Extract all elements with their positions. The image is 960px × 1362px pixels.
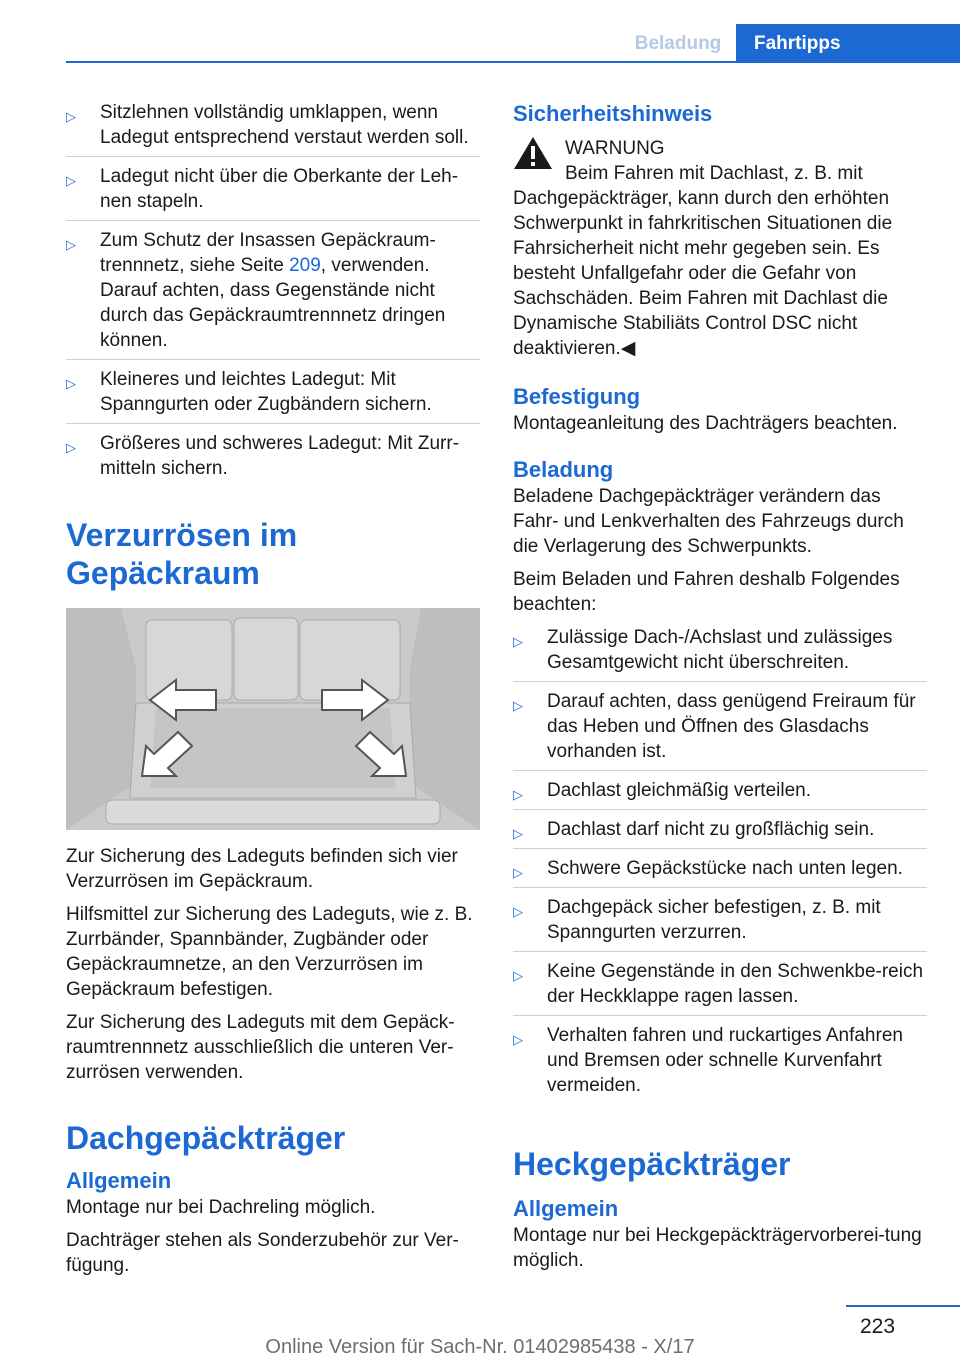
list-item: ▷ Schwere Gepäckstücke nach unten legen. xyxy=(513,856,927,888)
subheading-beladung: Beladung xyxy=(513,457,614,482)
right-column xyxy=(513,100,927,1281)
triangle-bullet-icon: ▷ xyxy=(66,173,76,188)
paragraph-beladung-1: Beladene Dachgepäckträger verändern das Fahr- und Lenkverhalten des Fahrzeugs durch die Verlagerung des Schwerpunkts. xyxy=(513,486,904,557)
paragraph-trennnetz: Zur Sicherung des Ladeguts mit dem Gepäck-raumtrennnetz ausschließlich die unteren Ver-zurrösen verwenden. xyxy=(66,1012,455,1083)
subheading-allgemein-heck: Allgemein xyxy=(513,1196,619,1221)
list-item: ▷ Sitzlehnen vollständig umklappen, wenn Ladegut entsprechend verstaut werden soll. xyxy=(66,100,480,157)
list-item: ▷ Kleineres und leichtes Ladegut: Mit Spanngurten oder Zugbändern sichern. xyxy=(66,367,480,424)
page-link-209[interactable]: 209 xyxy=(289,255,321,276)
header-tab-beladung[interactable]: Beladung xyxy=(634,32,722,54)
triangle-bullet-icon: ▷ xyxy=(513,787,523,802)
warning-label: WARNUNG xyxy=(565,138,665,159)
triangle-bullet-icon: ▷ xyxy=(66,109,76,124)
heading-dachgepaecktraeger: Dachgepäckträger xyxy=(66,1120,346,1156)
list-item: ▷ Dachlast gleichmäßig verteilen. xyxy=(513,778,927,810)
heading-verzurroesen: Verzurrösen im Gepäckraum xyxy=(66,517,298,591)
list-item: ▷ Zulässige Dach-/Achslast und zulässiges Gesamtgewicht nicht überschreiten. xyxy=(513,625,927,682)
triangle-bullet-icon: ▷ xyxy=(513,904,523,919)
page-number: 223 xyxy=(860,1315,896,1338)
paragraph-sonderzubehoer: Dachträger stehen als Sonderzubehör zur Ver-fügung. xyxy=(66,1230,459,1276)
heading-heckgepaecktraeger: Heckgepäckträger xyxy=(513,1146,791,1182)
cargo-area-illustration xyxy=(66,608,480,830)
triangle-bullet-icon: ▷ xyxy=(513,634,523,649)
list-item: ▷ Keine Gegenstände in den Schwenkbe-reich der Heckklappe ragen lassen. xyxy=(513,959,927,1016)
triangle-bullet-icon: ▷ xyxy=(66,376,76,391)
heading-sicherheitshinweis: Sicherheitshinweis xyxy=(513,101,713,126)
triangle-bullet-icon: ▷ xyxy=(513,826,523,841)
warning-block xyxy=(513,136,927,186)
loading-bullet-list xyxy=(66,100,480,488)
list-item: ▷ Zum Schutz der Insassen Gepäckraum-trennnetz, siehe Seite 209, verwenden. Darauf achten, dass Gegenstände nicht durch das Gepäckraumtrennnetz dringen können. xyxy=(66,228,480,360)
warning-text: Dachgepäckträger, kann durch den erhöhten Schwerpunkt in fahrkritischen Situationen die Fahrsicherheit nicht mehr gegeben sein. Es besteht Unfallgefahr oder die Gefahr von Sachschäden. Beim Fahren mit Dachlast die Dynamische Stabiliäts Control DSC nicht deaktivieren.◀ xyxy=(513,188,893,359)
header-rule xyxy=(66,61,960,63)
list-item: ▷ Dachgepäck sicher befestigen, z. B. mit Spanngurten verzurren. xyxy=(513,895,927,952)
list-item: ▷ Verhalten fahren und ruckartiges Anfahren und Bremsen oder schnelle Kurvenfahrt vermeiden. xyxy=(513,1025,903,1096)
header-tab-fahrtipps[interactable]: Fahrtipps xyxy=(736,24,960,63)
warning-text-first: Beim Fahren mit Dachlast, z. B. mit xyxy=(565,163,863,184)
triangle-bullet-icon: ▷ xyxy=(513,1032,523,1047)
subheading-allgemein: Allgemein xyxy=(66,1168,172,1193)
list-item: ▷ Dachlast darf nicht zu großflächig sein. xyxy=(513,817,927,849)
list-item: ▷ Größeres und schweres Ladegut: Mit Zurr-mitteln sichern. xyxy=(66,433,460,479)
left-column xyxy=(66,100,480,1286)
list-item: ▷ Ladegut nicht über die Oberkante der Leh-nen stapeln. xyxy=(66,164,480,221)
triangle-bullet-icon: ▷ xyxy=(513,865,523,880)
paragraph-beladung-2: Beim Beladen und Fahren deshalb Folgendes beachten: xyxy=(513,569,900,615)
list-item: ▷ Darauf achten, dass genügend Freiraum für das Heben und Öffnen des Glasdachs vorhanden ist. xyxy=(513,689,927,771)
roof-load-bullet-list xyxy=(513,625,927,1105)
triangle-bullet-icon: ▷ xyxy=(66,440,76,455)
subheading-befestigung: Befestigung xyxy=(513,384,641,409)
paragraph-verzurr-info: Zur Sicherung des Ladeguts befinden sich vier Verzurrösen im Gepäckraum. xyxy=(66,846,458,892)
paragraph-befestigung: Montageanleitung des Dachträgers beachten. xyxy=(513,413,898,434)
paragraph-dachreling: Montage nur bei Dachreling möglich. xyxy=(66,1197,376,1218)
paragraph-hilfsmittel: Hilfsmittel zur Sicherung des Ladeguts, wie z. B. Zurrbänder, Spannbänder, Zugbänder oder Gepäckraumnetze, an den Verzurrösen im Gepäckraum befestigen. xyxy=(66,904,473,1000)
triangle-bullet-icon: ▷ xyxy=(66,237,76,252)
paragraph-heck: Montage nur bei Heckgepäckträgervorberei-tung möglich. xyxy=(513,1225,922,1271)
triangle-bullet-icon: ▷ xyxy=(513,698,523,713)
triangle-bullet-icon: ▷ xyxy=(513,968,523,983)
footer-version: Online Version für Sach-Nr. 01402985438 - X/17 xyxy=(265,1336,695,1358)
page-number-rule xyxy=(846,1305,960,1307)
warning-triangle-icon xyxy=(513,136,553,170)
